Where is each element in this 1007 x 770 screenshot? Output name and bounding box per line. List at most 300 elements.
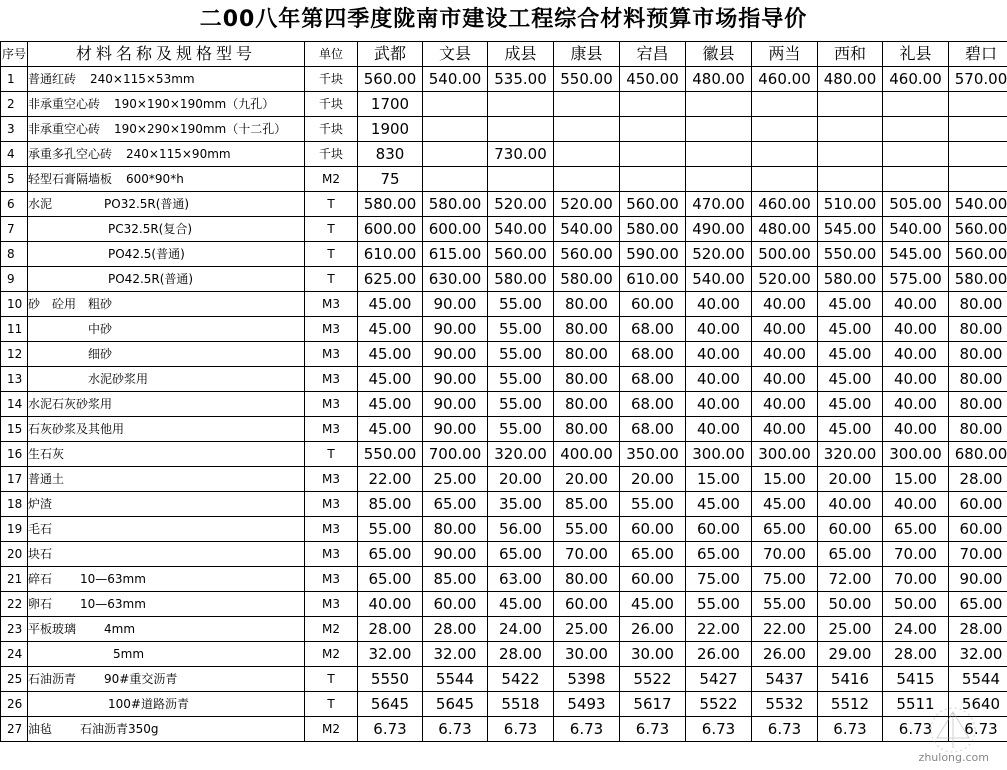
price-cell: 540.00	[686, 267, 752, 292]
price-cell	[949, 167, 1007, 192]
price-cell: 460.00	[883, 67, 949, 92]
price-cell	[554, 167, 620, 192]
price-cell: 45.00	[818, 317, 883, 342]
price-cell: 40.00	[686, 342, 752, 367]
price-cell	[488, 167, 554, 192]
table-row	[1, 517, 1007, 542]
price-cell: 85.00	[423, 567, 488, 592]
row-unit: T	[305, 442, 358, 467]
price-cell	[752, 92, 818, 117]
header-row	[1, 42, 1007, 67]
table-row	[1, 242, 1007, 267]
price-cell: 45.00	[358, 392, 423, 417]
price-cell: 545.00	[818, 217, 883, 242]
price-cell: 28.00	[488, 642, 554, 667]
table-row	[1, 167, 1007, 192]
price-cell: 45.00	[358, 342, 423, 367]
price-cell: 28.00	[949, 617, 1007, 642]
price-cell	[620, 117, 686, 142]
material-cell	[28, 417, 305, 442]
material-cell	[28, 67, 305, 92]
row-unit: T	[305, 667, 358, 692]
price-cell: 470.00	[686, 192, 752, 217]
table-row	[1, 667, 1007, 692]
row-unit: M3	[305, 342, 358, 367]
price-cell: 5511	[883, 692, 949, 717]
material-cell	[28, 242, 305, 267]
row-unit: M3	[305, 467, 358, 492]
price-cell: 480.00	[686, 67, 752, 92]
price-cell: 35.00	[488, 492, 554, 517]
row-seq: 16	[1, 442, 28, 467]
material-name: 油毡	[28, 722, 53, 736]
table-row	[1, 492, 1007, 517]
price-cell: 480.00	[752, 217, 818, 242]
price-cell: 6.73	[883, 717, 949, 742]
price-cell: 40.00	[752, 292, 818, 317]
material-name: 碎石	[28, 572, 53, 586]
table-row	[1, 292, 1007, 317]
price-cell: 5522	[620, 667, 686, 692]
price-cell: 80.00	[554, 317, 620, 342]
price-cell: 55.00	[488, 317, 554, 342]
price-cell: 580.00	[620, 217, 686, 242]
price-cell: 540.00	[488, 217, 554, 242]
price-cell: 90.00	[423, 417, 488, 442]
material-name: 非承重空心砖	[28, 122, 101, 136]
material-cell	[28, 342, 305, 367]
material-cell	[28, 142, 305, 167]
price-cell: 90.00	[423, 542, 488, 567]
table-row	[1, 567, 1007, 592]
price-cell: 5427	[686, 667, 752, 692]
price-cell	[423, 117, 488, 142]
material-name: 普通土	[28, 472, 65, 486]
table-row	[1, 67, 1007, 92]
price-cell: 90.00	[423, 367, 488, 392]
row-seq: 21	[1, 567, 28, 592]
material-name: 块石	[28, 547, 53, 561]
row-unit: M3	[305, 517, 358, 542]
material-cell	[28, 567, 305, 592]
price-cell: 90.00	[423, 392, 488, 417]
material-name: 炉渣	[28, 497, 53, 511]
row-seq: 19	[1, 517, 28, 542]
price-cell: 60.00	[949, 517, 1007, 542]
price-cell: 5645	[423, 692, 488, 717]
price-cell: 45.00	[358, 292, 423, 317]
row-unit: M3	[305, 292, 358, 317]
price-cell: 80.00	[949, 367, 1007, 392]
material-name: 生石灰	[28, 447, 65, 461]
row-seq: 23	[1, 617, 28, 642]
price-cell: 65.00	[686, 542, 752, 567]
row-unit: T	[305, 267, 358, 292]
price-cell: 5437	[752, 667, 818, 692]
row-seq: 1	[1, 67, 28, 92]
price-cell	[554, 92, 620, 117]
price-cell: 45.00	[818, 417, 883, 442]
price-cell: 5512	[818, 692, 883, 717]
price-cell: 60.00	[620, 292, 686, 317]
price-cell: 560.00	[358, 67, 423, 92]
row-unit: M3	[305, 392, 358, 417]
price-cell: 85.00	[554, 492, 620, 517]
row-seq: 14	[1, 392, 28, 417]
price-cell: 40.00	[752, 317, 818, 342]
price-cell: 28.00	[358, 617, 423, 642]
price-cell: 65.00	[818, 542, 883, 567]
price-cell: 480.00	[818, 67, 883, 92]
price-cell: 540.00	[423, 67, 488, 92]
material-spec: 600*90*h	[126, 172, 184, 186]
price-cell: 6.73	[620, 717, 686, 742]
header-city-wudu: 武都	[358, 42, 423, 67]
price-cell: 26.00	[686, 642, 752, 667]
price-cell: 40.00	[752, 417, 818, 442]
price-cell: 6.73	[752, 717, 818, 742]
price-cell: 520.00	[752, 267, 818, 292]
price-cell: 65.00	[358, 567, 423, 592]
header-city-wenxian: 文县	[423, 42, 488, 67]
price-cell: 26.00	[620, 617, 686, 642]
price-cell: 550.00	[818, 242, 883, 267]
material-name: 毛石	[28, 522, 53, 536]
price-cell: 45.00	[358, 317, 423, 342]
price-cell: 15.00	[883, 467, 949, 492]
material-cell	[28, 442, 305, 467]
price-cell: 575.00	[883, 267, 949, 292]
price-cell: 5544	[949, 667, 1007, 692]
price-cell: 540.00	[554, 217, 620, 242]
price-cell: 5518	[488, 692, 554, 717]
material-spec: 细砂	[88, 347, 113, 361]
price-cell: 25.00	[818, 617, 883, 642]
price-cell: 320.00	[488, 442, 554, 467]
material-name: 石灰砂浆及其他用	[28, 422, 125, 436]
price-cell: 60.00	[686, 517, 752, 542]
table-row	[1, 467, 1007, 492]
table-row	[1, 117, 1007, 142]
price-cell: 70.00	[949, 542, 1007, 567]
price-cell: 68.00	[620, 367, 686, 392]
price-cell: 560.00	[554, 242, 620, 267]
row-seq: 25	[1, 667, 28, 692]
material-name: 普通红砖	[28, 72, 77, 86]
price-cell: 580.00	[949, 267, 1007, 292]
material-spec: 水泥砂浆用	[88, 372, 149, 386]
price-cell: 60.00	[620, 517, 686, 542]
material-cell	[28, 642, 305, 667]
row-unit: M2	[305, 717, 358, 742]
price-cell: 40.00	[883, 492, 949, 517]
price-cell: 400.00	[554, 442, 620, 467]
price-cell: 65.00	[620, 542, 686, 567]
material-cell	[28, 517, 305, 542]
material-spec: 5mm	[113, 647, 145, 661]
price-cell: 5550	[358, 667, 423, 692]
price-cell: 55.00	[752, 592, 818, 617]
material-name: 水泥石灰砂浆用	[28, 397, 113, 411]
table-body	[1, 67, 1007, 742]
price-cell: 55.00	[488, 292, 554, 317]
price-cell: 5532	[752, 692, 818, 717]
price-cell: 28.00	[883, 642, 949, 667]
page-title: 二00八年第四季度陇南市建设工程综合材料预算市场指导价	[199, 7, 808, 32]
price-cell: 32.00	[949, 642, 1007, 667]
material-spec: 石油沥青350g	[80, 722, 159, 736]
header-city-kangxian: 康县	[554, 42, 620, 67]
price-cell: 26.00	[752, 642, 818, 667]
price-cell: 490.00	[686, 217, 752, 242]
price-cell: 5416	[818, 667, 883, 692]
price-cell: 70.00	[554, 542, 620, 567]
price-cell: 75.00	[752, 567, 818, 592]
material-cell	[28, 267, 305, 292]
price-cell: 40.00	[883, 417, 949, 442]
row-seq: 20	[1, 542, 28, 567]
row-unit: M3	[305, 567, 358, 592]
material-cell	[28, 467, 305, 492]
price-cell: 560.00	[949, 217, 1007, 242]
table-row	[1, 92, 1007, 117]
price-cell: 68.00	[620, 417, 686, 442]
price-cell: 680.00	[949, 442, 1007, 467]
price-cell: 40.00	[883, 317, 949, 342]
price-cell: 550.00	[554, 67, 620, 92]
price-cell	[883, 92, 949, 117]
price-cell: 45.00	[620, 592, 686, 617]
price-table	[0, 41, 1007, 742]
row-seq: 18	[1, 492, 28, 517]
price-cell: 80.00	[949, 392, 1007, 417]
price-cell: 60.00	[818, 517, 883, 542]
row-unit: M2	[305, 167, 358, 192]
price-cell	[883, 117, 949, 142]
price-cell	[752, 142, 818, 167]
row-seq: 5	[1, 167, 28, 192]
price-cell: 830	[358, 142, 423, 167]
price-cell: 45.00	[818, 392, 883, 417]
material-cell	[28, 92, 305, 117]
price-cell: 45.00	[818, 292, 883, 317]
row-unit: M3	[305, 492, 358, 517]
price-cell: 40.00	[883, 342, 949, 367]
price-cell: 25.00	[423, 467, 488, 492]
price-cell: 570.00	[949, 67, 1007, 92]
material-spec: PO42.5(普通)	[108, 247, 185, 261]
price-cell: 80.00	[949, 342, 1007, 367]
price-cell: 40.00	[752, 392, 818, 417]
row-seq: 13	[1, 367, 28, 392]
material-cell	[28, 292, 305, 317]
material-spec: PO42.5R(普通)	[108, 272, 194, 286]
material-cell	[28, 592, 305, 617]
row-seq: 27	[1, 717, 28, 742]
material-cell	[28, 192, 305, 217]
price-cell: 80.00	[554, 342, 620, 367]
price-cell: 6.73	[818, 717, 883, 742]
price-cell	[686, 117, 752, 142]
material-name: 石油沥青	[28, 672, 77, 686]
price-cell: 5398	[554, 667, 620, 692]
material-name: 卵石	[28, 597, 53, 611]
price-cell	[620, 167, 686, 192]
price-cell: 65.00	[949, 592, 1007, 617]
price-cell: 90.00	[423, 317, 488, 342]
price-cell: 40.00	[818, 492, 883, 517]
price-cell	[818, 142, 883, 167]
material-spec: PO32.5R(普通)	[104, 197, 190, 211]
price-cell	[752, 117, 818, 142]
row-seq: 12	[1, 342, 28, 367]
price-cell: 615.00	[423, 242, 488, 267]
price-cell: 55.00	[488, 392, 554, 417]
price-cell: 5493	[554, 692, 620, 717]
row-unit: M2	[305, 642, 358, 667]
row-unit: M3	[305, 592, 358, 617]
material-spec: 240×115×90mm	[126, 147, 231, 161]
material-spec: 240×115×53mm	[90, 72, 195, 86]
table-row	[1, 442, 1007, 467]
material-spec: 100#道路沥青	[108, 697, 189, 711]
header-material: 材料名称及规格型号	[28, 42, 305, 67]
price-cell: 580.00	[358, 192, 423, 217]
material-spec: 中砂	[88, 322, 113, 336]
material-cell	[28, 367, 305, 392]
price-cell: 45.00	[752, 492, 818, 517]
price-cell: 68.00	[620, 392, 686, 417]
price-cell: 80.00	[949, 292, 1007, 317]
price-cell	[423, 142, 488, 167]
table-row	[1, 642, 1007, 667]
price-cell: 560.00	[488, 242, 554, 267]
row-seq: 24	[1, 642, 28, 667]
price-cell: 730.00	[488, 142, 554, 167]
price-cell: 22.00	[358, 467, 423, 492]
row-unit: M3	[305, 417, 358, 442]
price-cell: 80.00	[554, 292, 620, 317]
price-cell: 630.00	[423, 267, 488, 292]
price-cell: 24.00	[883, 617, 949, 642]
price-cell: 65.00	[752, 517, 818, 542]
price-cell	[554, 142, 620, 167]
price-cell: 45.00	[818, 342, 883, 367]
material-name: 承重多孔空心砖	[28, 147, 113, 161]
price-cell: 55.00	[488, 417, 554, 442]
price-cell	[423, 92, 488, 117]
table-row	[1, 617, 1007, 642]
material-name: 轻型石膏隔墙板	[28, 172, 113, 186]
price-cell: 68.00	[620, 317, 686, 342]
price-cell: 65.00	[488, 542, 554, 567]
price-cell: 56.00	[488, 517, 554, 542]
price-cell: 300.00	[686, 442, 752, 467]
material-cell	[28, 392, 305, 417]
price-cell: 65.00	[423, 492, 488, 517]
material-name: 砂 砼用 粗砂	[28, 297, 113, 311]
material-cell	[28, 117, 305, 142]
price-cell	[488, 92, 554, 117]
price-cell: 550.00	[358, 442, 423, 467]
price-cell: 28.00	[949, 467, 1007, 492]
price-cell: 6.73	[488, 717, 554, 742]
price-cell: 40.00	[686, 392, 752, 417]
row-seq: 22	[1, 592, 28, 617]
row-seq: 17	[1, 467, 28, 492]
price-cell: 70.00	[883, 542, 949, 567]
row-unit: T	[305, 692, 358, 717]
price-cell	[818, 92, 883, 117]
price-cell: 90.00	[423, 292, 488, 317]
price-cell: 20.00	[554, 467, 620, 492]
row-seq: 26	[1, 692, 28, 717]
material-cell	[28, 542, 305, 567]
table-row	[1, 692, 1007, 717]
price-cell: 25.00	[554, 617, 620, 642]
price-cell: 40.00	[686, 292, 752, 317]
material-name: 水泥	[28, 197, 53, 211]
price-cell: 45.00	[686, 492, 752, 517]
price-cell: 32.00	[423, 642, 488, 667]
price-cell: 40.00	[883, 292, 949, 317]
price-cell: 85.00	[358, 492, 423, 517]
price-cell: 90.00	[949, 567, 1007, 592]
price-cell: 460.00	[752, 192, 818, 217]
price-cell: 50.00	[818, 592, 883, 617]
table-row	[1, 192, 1007, 217]
material-cell	[28, 692, 305, 717]
price-cell: 580.00	[554, 267, 620, 292]
price-cell	[949, 92, 1007, 117]
price-cell: 580.00	[818, 267, 883, 292]
price-cell	[686, 92, 752, 117]
price-cell: 40.00	[883, 392, 949, 417]
header-city-chengxian: 成县	[488, 42, 554, 67]
price-cell	[423, 167, 488, 192]
price-cell: 5522	[686, 692, 752, 717]
price-cell: 6.73	[358, 717, 423, 742]
price-cell: 320.00	[818, 442, 883, 467]
price-cell: 460.00	[752, 67, 818, 92]
price-cell: 300.00	[883, 442, 949, 467]
header-city-lixian: 礼县	[883, 42, 949, 67]
price-cell: 22.00	[686, 617, 752, 642]
price-cell: 70.00	[883, 567, 949, 592]
material-cell	[28, 617, 305, 642]
table-row	[1, 342, 1007, 367]
price-cell: 24.00	[488, 617, 554, 642]
price-cell: 1700	[358, 92, 423, 117]
row-unit: M3	[305, 367, 358, 392]
material-spec: 190×290×190mm（十二孔）	[114, 122, 287, 136]
material-spec: 10—63mm	[80, 597, 146, 611]
price-cell: 6.73	[423, 717, 488, 742]
price-cell: 60.00	[554, 592, 620, 617]
price-cell: 70.00	[752, 542, 818, 567]
price-cell: 560.00	[620, 192, 686, 217]
price-cell: 5415	[883, 667, 949, 692]
material-cell	[28, 217, 305, 242]
row-seq: 11	[1, 317, 28, 342]
price-cell: 540.00	[949, 192, 1007, 217]
price-cell: 55.00	[488, 342, 554, 367]
price-cell: 45.00	[358, 417, 423, 442]
price-cell: 6.73	[686, 717, 752, 742]
price-cell: 63.00	[488, 567, 554, 592]
price-cell: 40.00	[686, 367, 752, 392]
row-seq: 10	[1, 292, 28, 317]
